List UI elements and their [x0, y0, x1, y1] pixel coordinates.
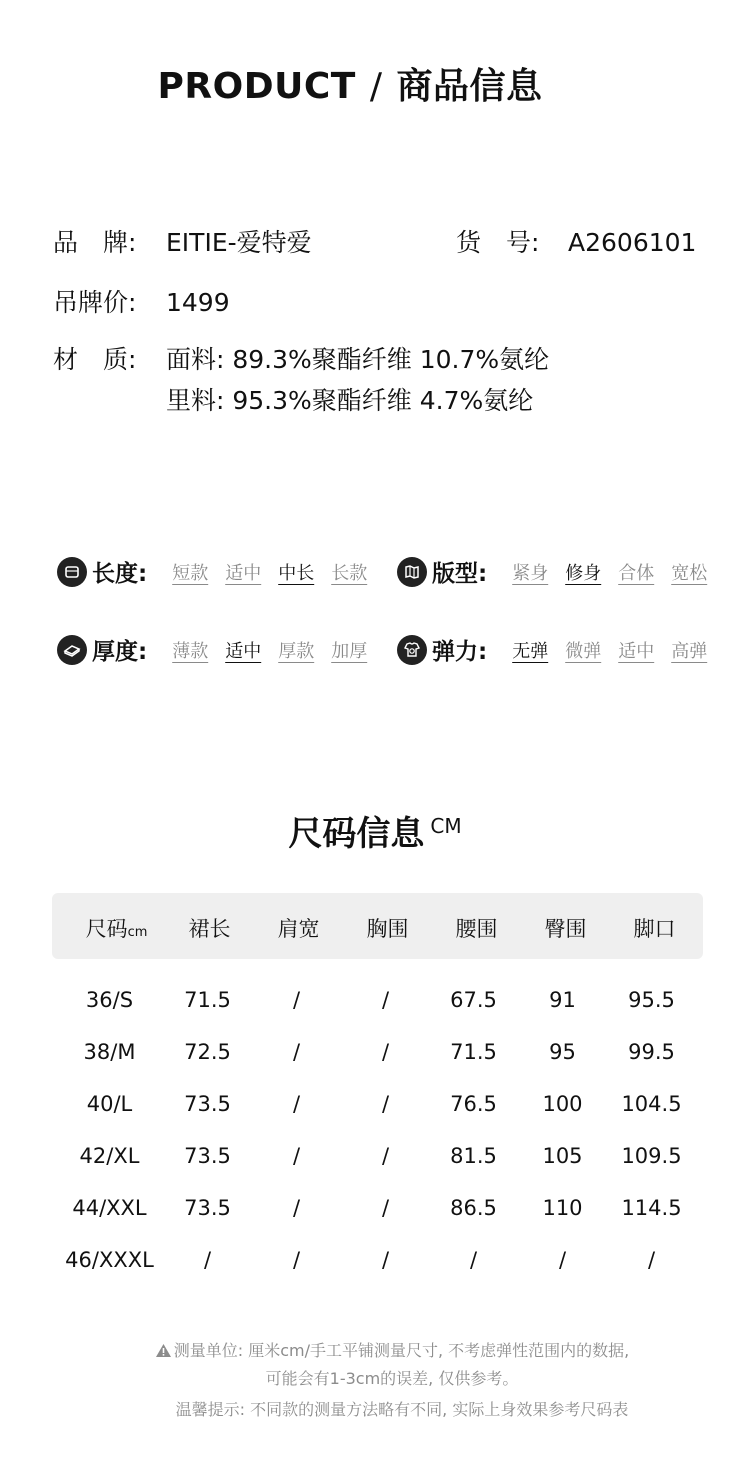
cell-bust: /	[381, 1040, 390, 1064]
brand-value: EITIE-爱特爱	[166, 228, 312, 257]
material-lining-row	[166, 384, 533, 418]
cell-hem: 109.5	[621, 1144, 682, 1168]
cell-waist: 81.5	[450, 1144, 497, 1168]
table-row	[52, 1092, 703, 1122]
measurement-note	[0, 1338, 750, 1362]
cell-hem: 95.5	[628, 988, 675, 1012]
attribute-fit	[397, 555, 707, 588]
material-label: 材 质:	[53, 345, 137, 374]
elasticity-option-slight: 微弹	[565, 640, 602, 662]
brand-row	[53, 226, 312, 260]
length-icon	[57, 557, 87, 587]
cell-shoulder: /	[292, 1248, 301, 1272]
table-row	[52, 1248, 703, 1278]
title-en: PRODUCT	[157, 66, 356, 107]
header-size: 尺码cm	[85, 917, 148, 941]
cell-waist: 86.5	[450, 1196, 497, 1220]
fit-option-regular: 合体	[618, 562, 655, 584]
warning-icon	[155, 1343, 172, 1362]
cell-waist: 71.5	[450, 1040, 497, 1064]
fit-icon	[397, 557, 427, 587]
header-bust: 胸围	[366, 917, 409, 941]
cell-shoulder: /	[292, 1196, 301, 1220]
attribute-elasticity	[397, 633, 707, 666]
cell-size: 40/L	[86, 1092, 133, 1116]
cell-hip: 91	[549, 988, 576, 1012]
attribute-thickness	[57, 633, 367, 666]
note-line-1: 测量单位: 厘米cm/手工平铺测量尺寸, 不考虑弹性范围内的数据,	[173, 1341, 630, 1360]
item-number-value: A2606101	[568, 228, 697, 257]
cell-hip: 100	[542, 1092, 583, 1116]
brand-label: 品 牌:	[53, 228, 137, 257]
table-row	[52, 1196, 703, 1226]
cell-bust: /	[381, 1248, 390, 1272]
cell-bust: /	[381, 1092, 390, 1116]
elasticity-option-high: 高弹	[671, 640, 708, 662]
thickness-option-thick: 厚款	[278, 640, 315, 662]
fit-option-loose: 宽松	[671, 562, 708, 584]
cell-size: 46/XXXL	[65, 1248, 154, 1272]
cell-hem: 114.5	[621, 1196, 682, 1220]
thickness-icon	[57, 635, 87, 665]
price-value: 1499	[166, 288, 230, 317]
header-hip: 臀围	[544, 917, 587, 941]
price-row	[53, 286, 230, 320]
elasticity-icon	[397, 635, 427, 665]
attribute-name: 长度:	[92, 561, 148, 587]
cell-skirt-length: 73.5	[184, 1092, 231, 1116]
item-number-label: 货 号:	[456, 228, 540, 257]
table-row	[52, 988, 703, 1018]
cell-bust: /	[381, 1144, 390, 1168]
cell-hem: 99.5	[628, 1040, 675, 1064]
note-tip: 温馨提示: 不同款的测量方法略有不同, 实际上身效果参考尺码表	[175, 1400, 629, 1419]
header-waist: 腰围	[455, 917, 498, 941]
cell-shoulder: /	[292, 1144, 301, 1168]
attribute-length	[57, 555, 367, 588]
cell-hem: /	[647, 1248, 656, 1272]
fit-option-slim: 修身	[565, 562, 602, 584]
cell-shoulder: /	[292, 988, 301, 1012]
cell-size: 44/XXL	[72, 1196, 147, 1220]
cell-shoulder: /	[292, 1092, 301, 1116]
title-separator: /	[369, 66, 383, 107]
thickness-option-medium: 适中	[225, 640, 262, 662]
price-label: 吊牌价:	[53, 288, 137, 317]
thickness-option-extra-thick: 加厚	[331, 640, 368, 662]
size-chart-title	[0, 806, 750, 855]
attribute-name: 厚度:	[92, 639, 148, 665]
cell-skirt-length: 73.5	[184, 1144, 231, 1168]
cell-size: 38/M	[83, 1040, 136, 1064]
table-row	[52, 1040, 703, 1070]
cell-shoulder: /	[292, 1040, 301, 1064]
elasticity-option-medium: 适中	[618, 640, 655, 662]
cell-size: 36/S	[85, 988, 134, 1012]
note-line-2: 可能会有1-3cm的误差, 仅供参考。	[265, 1369, 519, 1388]
material-row	[53, 343, 549, 377]
header-hem: 脚口	[633, 917, 676, 941]
cell-hip: 110	[542, 1196, 583, 1220]
length-option-long: 长款	[331, 562, 368, 584]
length-option-midlength: 中长	[278, 562, 315, 584]
cell-skirt-length: 71.5	[184, 988, 231, 1012]
attribute-name: 版型:	[432, 561, 488, 587]
length-option-medium: 适中	[225, 562, 262, 584]
cell-skirt-length: 73.5	[184, 1196, 231, 1220]
cell-hip: /	[558, 1248, 567, 1272]
cell-waist: /	[469, 1248, 478, 1272]
cell-skirt-length: 72.5	[184, 1040, 231, 1064]
size-chart-heading: 尺码信息	[288, 814, 425, 854]
attribute-name: 弹力:	[432, 639, 488, 665]
cell-hip: 95	[549, 1040, 576, 1064]
cell-bust: /	[381, 1196, 390, 1220]
cell-size: 42/XL	[79, 1144, 140, 1168]
fit-option-tight: 紧身	[512, 562, 549, 584]
table-row	[52, 1144, 703, 1174]
cell-bust: /	[381, 988, 390, 1012]
header-skirt-length: 裙长	[188, 917, 231, 941]
cell-waist: 67.5	[450, 988, 497, 1012]
material-lining: 里料: 95.3%聚酯纤维 4.7%氨纶	[166, 386, 534, 415]
size-chart-unit: CM	[430, 814, 462, 838]
size-table-header	[52, 893, 703, 959]
cell-skirt-length: /	[203, 1248, 212, 1272]
cell-hip: 105	[542, 1144, 583, 1168]
cell-hem: 104.5	[621, 1092, 682, 1116]
item-number-row	[456, 226, 696, 260]
material-outer: 面料: 89.3%聚酯纤维 10.7%氨纶	[166, 345, 550, 374]
elasticity-option-none: 无弹	[512, 640, 549, 662]
cell-waist: 76.5	[450, 1092, 497, 1116]
title-cn: 商品信息	[396, 66, 543, 107]
header-size-unit: cm	[127, 925, 148, 940]
length-option-short: 短款	[172, 562, 209, 584]
product-info-title	[0, 58, 700, 109]
header-shoulder: 肩宽	[277, 917, 320, 941]
thickness-option-thin: 薄款	[172, 640, 209, 662]
